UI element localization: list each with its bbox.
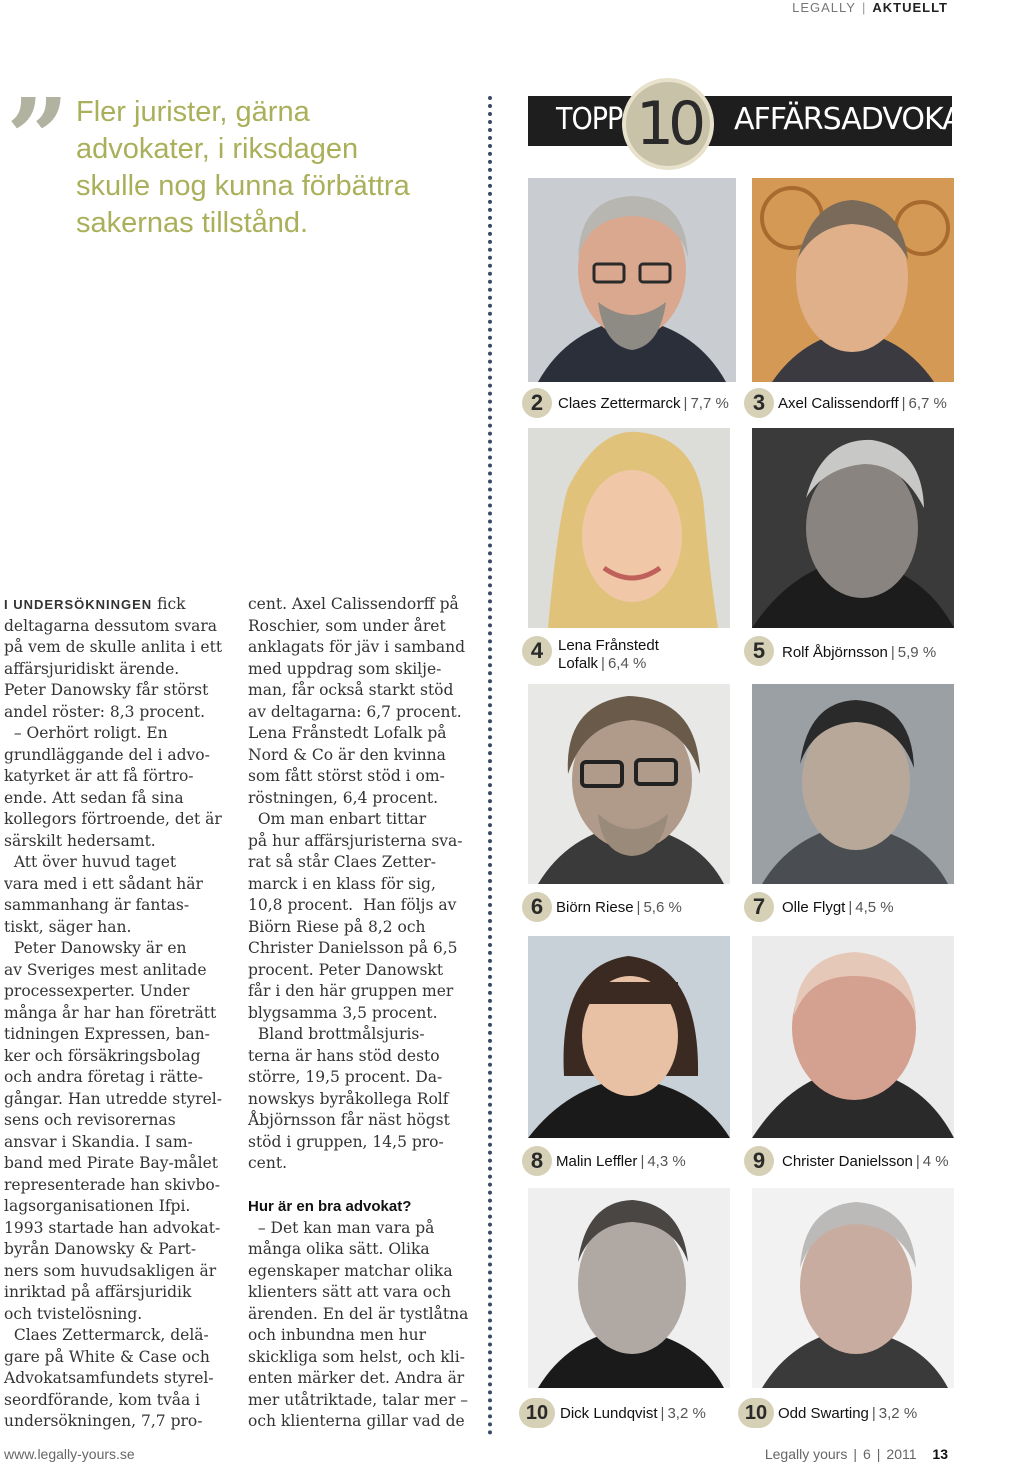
- article-line: 10,8 procent. Han följs av: [248, 896, 457, 914]
- article-line: och tvistelösning.: [4, 1304, 143, 1323]
- ranking-name: Odd Swarting: [778, 1405, 869, 1422]
- caption-separator: |: [683, 395, 688, 412]
- footer-url[interactable]: www.legally-yours.se: [4, 1446, 135, 1462]
- article-line: enten märker det. Andra är: [248, 1369, 465, 1387]
- article-line: tiskt, säger han.: [4, 917, 132, 936]
- ranking-entry: [556, 899, 682, 917]
- caption-separator: |: [601, 655, 605, 672]
- ranking-entry: [558, 395, 729, 413]
- ranking-entry: [778, 395, 947, 413]
- article-line: många olika sätt. Olika: [248, 1240, 430, 1258]
- article-line: nowskys byråkollega Rolf: [248, 1089, 449, 1108]
- article-line: 1993 startade han advokat-: [4, 1218, 221, 1237]
- rank-badge: 5: [744, 636, 774, 666]
- caption-separator: |: [915, 1153, 920, 1170]
- article-line: skickliga som helst, och kli-: [248, 1347, 465, 1366]
- ranking-percent: 5,9 %: [897, 644, 937, 661]
- caption-separator: |: [890, 644, 895, 661]
- article-line: cent. Axel Calissendorff på: [248, 595, 459, 613]
- article-line: Advokatsamfundets styrel-: [4, 1369, 214, 1387]
- article-line: och inbundna men hur: [248, 1326, 426, 1344]
- ranking-percent: 4 %: [922, 1153, 949, 1170]
- article-line: ners som huvudsakligen är: [4, 1261, 217, 1280]
- article-line: representerade han skivbo-: [4, 1175, 220, 1194]
- footer-issue: 6: [862, 1446, 871, 1462]
- article-line: ärenden. En del är tystlåtna: [248, 1304, 469, 1323]
- quote-mark-icon: ”: [6, 74, 70, 203]
- article-line: ansvar i Skandia. I sam-: [4, 1132, 193, 1151]
- article-line: processexperter. Under: [4, 982, 190, 1000]
- article-line: ende. Att sedan få sina: [4, 788, 184, 807]
- portrait-photo-rank-7: [752, 684, 954, 884]
- portrait-photo-rank-9: [752, 936, 954, 1138]
- ranking-name: Malin Leffler: [556, 1153, 638, 1170]
- article-line: stöd i gruppen, 14,5 pro-: [248, 1132, 444, 1151]
- article-line: procent. Peter Danowskt: [248, 960, 444, 979]
- footer-folio: [765, 1446, 948, 1462]
- running-head-section: AKTUELLT: [872, 0, 948, 15]
- running-head: [792, 0, 948, 15]
- article-line: egenskaper matchar olika: [248, 1261, 453, 1280]
- article-line: mer utåtriktade, talar mer –: [248, 1390, 469, 1409]
- caption-separator: |: [871, 1405, 876, 1422]
- ranking-percent: 3,2 %: [878, 1405, 918, 1422]
- article-line: gare på White & Case och: [4, 1347, 210, 1366]
- rank-badge: 3: [744, 388, 774, 418]
- article-line: ker och försäkringsbolag: [4, 1046, 201, 1065]
- banner-number: 10: [635, 89, 701, 159]
- pull-quote-line: skulle nog kunna förbättra: [76, 170, 410, 202]
- article-line: större, 19,5 procent. Da-: [248, 1068, 443, 1086]
- caption-separator: |: [848, 899, 853, 916]
- article-line: anklagats för jäv i samband: [248, 638, 466, 656]
- ranking-name: Dick Lundqvist: [560, 1405, 658, 1422]
- article-line: med uppdrag som skilje-: [248, 659, 442, 678]
- article-line: sens och revisorernas: [4, 1111, 176, 1129]
- pull-quote-line: advokater, i riksdagen: [76, 133, 359, 165]
- article-line: [4, 594, 232, 616]
- article-line: röstningen, 6,4 procent.: [248, 788, 439, 807]
- footer-year: 2011: [886, 1446, 917, 1462]
- ranking-entry: [558, 637, 659, 673]
- article-line: som fått störst stöd i om-: [248, 767, 445, 785]
- article-line: inriktad på affärsjuridik: [4, 1283, 192, 1301]
- article-line: Peter Danowsky är en: [4, 939, 187, 957]
- ranking-percent: 4,3 %: [647, 1153, 686, 1170]
- ranking-entry: [782, 1153, 949, 1171]
- article-line: Åbjörnsson får näst högst: [248, 1111, 450, 1129]
- footer-separator: |: [876, 1446, 881, 1462]
- article-line: Nord & Co är den kvinna: [248, 745, 446, 764]
- article-line: Biörn Riese på 8,2 och: [248, 917, 426, 936]
- portrait-photo-rank-10a: [528, 1188, 730, 1388]
- rank-badge: 10: [519, 1398, 555, 1428]
- paragraph-gap: [248, 1175, 480, 1197]
- ranking-name: Rolf Åbjörnsson: [782, 644, 888, 661]
- article-line: kollegors förtroende, det är: [4, 810, 222, 828]
- ranking-percent: 6,7 %: [908, 395, 947, 412]
- article-line: tidningen Expressen, ban-: [4, 1025, 210, 1043]
- article-line: många år har han företrätt: [4, 1003, 217, 1022]
- ranking-name: Olle Flygt: [782, 899, 846, 916]
- ranking-percent: 3,2 %: [667, 1405, 706, 1422]
- article-line: affärsjuridiskt ärende.: [4, 659, 180, 678]
- article-line: av deltagarna: 6,7 procent.: [248, 702, 462, 721]
- article-line: Christer Danielsson på 6,5: [248, 939, 458, 957]
- ranking-entry: [556, 1153, 686, 1171]
- article-line: Peter Danowsky får störst: [4, 681, 209, 699]
- article-line: – Det kan man vara på: [248, 1218, 435, 1237]
- ranking-name: Claes Zettermarck: [558, 395, 681, 412]
- article-line: vara med i ett sådant här: [4, 874, 203, 893]
- caption-separator: |: [636, 899, 641, 916]
- article-line: rat så står Claes Zetter-: [248, 853, 437, 871]
- article-line: undersökningen, 7,7 pro-: [4, 1412, 203, 1430]
- footer-page-number: 13: [932, 1446, 948, 1462]
- footer-separator: [923, 1446, 927, 1462]
- article-line: på hur affärsjuristerna sva-: [248, 831, 463, 850]
- running-head-separator: |: [861, 0, 867, 15]
- article-line-text: fick: [152, 595, 186, 613]
- article-line: av Sveriges mest anlitade: [4, 960, 207, 979]
- article-line: deltagarna dessutom svara: [4, 616, 218, 635]
- banner-topp: TOPP: [556, 102, 623, 137]
- article-line: cent.: [248, 1154, 287, 1172]
- banner-title: AFFÄRSADVOKATER: [734, 102, 1014, 137]
- ranking-name: Biörn Riese: [556, 899, 634, 916]
- pull-quote-line: Fler jurister, gärna: [76, 96, 310, 128]
- ranking-percent: 4,5 %: [855, 899, 894, 916]
- portrait-photo-rank-10b: [752, 1188, 954, 1388]
- article-line: – Oerhört roligt. En: [4, 724, 168, 742]
- rank-badge: 8: [522, 1146, 552, 1176]
- article-subhead: Hur är en bra advokat?: [248, 1198, 412, 1215]
- article-line: Lena Frånstedt Lofalk på: [248, 724, 447, 742]
- portrait-photo-rank-5: [752, 428, 954, 628]
- ranking-entry: [778, 1405, 917, 1423]
- article-line: sammanhang är fantas-: [4, 896, 190, 914]
- rank-badge: 4: [522, 636, 552, 666]
- article-line: får i den här gruppen mer: [248, 982, 454, 1000]
- rank-badge: 7: [744, 892, 774, 922]
- article-line: band med Pirate Bay-målet: [4, 1154, 219, 1172]
- article-line: byrån Danowsky & Part-: [4, 1240, 197, 1258]
- article-line: terna är hans stöd desto: [248, 1046, 440, 1065]
- article-line: Claes Zettermarck, delä-: [4, 1326, 209, 1344]
- footer-issue-title: Legally yours: [764, 1446, 848, 1462]
- caption-separator: |: [660, 1405, 665, 1422]
- article-line: marck i en klass för sig,: [248, 874, 436, 893]
- article-line: klienters sätt att vara och: [248, 1283, 451, 1301]
- running-head-magazine: LEGALLY: [792, 0, 856, 15]
- article-column-2: [248, 594, 480, 1433]
- article-line: gångar. Han utredde styrel-: [4, 1089, 222, 1108]
- pull-quote-line: sakernas tillstånd.: [76, 207, 309, 239]
- ranking-percent: 7,7 %: [690, 395, 729, 412]
- ranking-name: Axel Calissendorff: [778, 395, 899, 412]
- portrait-photo-rank-4: [528, 428, 730, 628]
- ranking-entry: [782, 899, 894, 917]
- ranking-name: Christer Danielsson: [782, 1153, 913, 1170]
- article-line: man, får också starkt stöd: [248, 681, 454, 699]
- article-line: blygsamma 3,5 procent.: [248, 1003, 438, 1022]
- ranking-percent: 5,6 %: [643, 899, 682, 916]
- article-line: grundläggande del i advo-: [4, 745, 210, 764]
- article-line: seordförande, kom tvåa i: [4, 1390, 201, 1409]
- article-line: Om man enbart tittar: [248, 810, 427, 828]
- portrait-photo-rank-8: [528, 936, 730, 1138]
- ranking-name: Lena Frånstedt: [558, 637, 659, 654]
- article-line: Roschier, som under året: [248, 616, 446, 635]
- ranking-name: Lofalk: [558, 655, 599, 672]
- dotted-divider: [488, 96, 492, 1436]
- article-line: och klienterna gillar vad de: [248, 1412, 465, 1430]
- caption-separator: |: [640, 1153, 645, 1170]
- rank-badge: 9: [744, 1146, 774, 1176]
- ranking-entry: [560, 1405, 706, 1423]
- article-line: Bland brottmålsjuris-: [248, 1025, 425, 1043]
- caption-separator: |: [901, 395, 906, 412]
- portrait-photo-rank-3: [752, 178, 954, 382]
- rank-badge: 6: [522, 892, 552, 922]
- article-line: Att över huvud taget: [4, 853, 177, 871]
- lead-in: I UNDERSÖKNINGEN: [4, 597, 153, 612]
- ranking-percent: 6,4 %: [607, 655, 647, 672]
- rank-badge: 2: [522, 388, 552, 418]
- footer-separator: |: [853, 1446, 857, 1462]
- portrait-photo-rank-2: [528, 178, 736, 382]
- portrait-photo-rank-6: [528, 684, 730, 884]
- article-line: och andra företag i rätte-: [4, 1068, 204, 1086]
- ranking-entry: [782, 644, 936, 662]
- article-line: på vem de skulle anlita i ett: [4, 638, 223, 656]
- pull-quote: [76, 94, 476, 242]
- article-line: lagsorganisationen Ifpi.: [4, 1197, 191, 1215]
- article-line: särskilt hedersamt.: [4, 831, 156, 850]
- article-line: katyrket är att få förtro-: [4, 767, 194, 785]
- rank-badge: 10: [738, 1398, 774, 1428]
- article-column-1: [4, 594, 232, 1433]
- article-line: andel röster: 8,3 procent.: [4, 702, 206, 721]
- banner-number-badge: [622, 78, 714, 170]
